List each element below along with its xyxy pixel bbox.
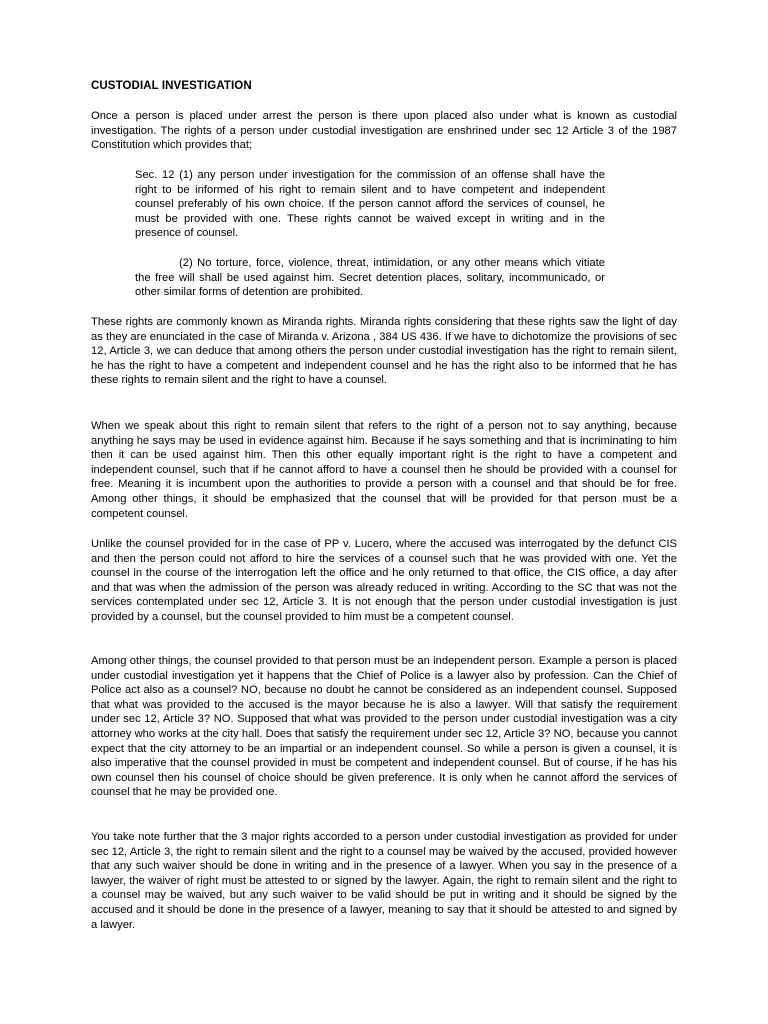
paragraph-miranda-rights: These rights are commonly known as Miranda rights. Miranda rights considering that these rights saw the light of day as they are enunciated in the case of Miranda v. Arizona , 384 US 436. If we have to dichotomize the provisions of sec 12, Article 3, we can deduce that among others the person under custodial investigation has the right to remain silent, he has the right to have a competent and independent counsel and he has the right also to be informed that he has these rights to remain silent and the right to have a counsel. [91,316,677,387]
document-title: CUSTODIAL INVESTIGATION [91,80,252,92]
quote-section-12-2: (2) No torture, force, violence, threat, intimidation, or any other means which vitiate the free will shall be used against him. Secret detention places, solitary, incommunicado, or other similar forms of detention are prohibited. [135,257,605,299]
quote-section-12-1: Sec. 12 (1) any person under investigation for the commission of an offense shall have the right to be informed of his right to remain silent and to have competent and independent counsel preferably of his own choice. If the person cannot afford the services of counsel, he must be provided with one. These rights cannot be waived except in writing and in the presence of counsel. [135,169,605,240]
intro-paragraph: Once a person is placed under arrest the person is there upon placed also under what is known as custodial investigation. The rights of a person under custodial investigation are enshrined under sec 12 Article 3 of the 1987 Constitution which provides that; [91,110,677,152]
paragraph-right-to-remain-silent: When we speak about this right to remain silent that refers to the right of a person not to say anything, because anything he says may be used in evidence against him. Because if he says something and that is incriminating to him then it can be used against him. Then this other equally important right is the right to have a competent and independent counsel, such that if he cannot afford to have a counsel then he should be provided with a counsel for free. Meaning it is incumbent upon the authorities to provide a person with a counsel and that should be for free. Among other things, it should be emphasized that the counsel that will be provided for that person must be a competent counsel. [91,420,677,520]
paragraph-waiver-of-rights: You take note further that the 3 major rights accorded to a person under custodial investigation as provided for under sec 12, Article 3, the right to remain silent and the right to a counsel may be waived by the accused, provided however that any such waiver should be done in writing and in the presence of a lawyer. When you say in the presence of a lawyer, the waiver of right must be attested to or signed by the lawyer. Again, the right to remain silent and the right to a counsel may be waived, but any such waiver to be valid should be put in writing and it should be signed by the accused and it should be done in the presence of a lawyer, meaning to say that it should be attested to and signed by a lawyer. [91,831,677,931]
paragraph-pp-v-lucero: Unlike the counsel provided for in the case of PP v. Lucero, where the accused was interrogated by the defunct CIS and then the person could not afford to hire the services of a counsel such that he was provided with one. Yet the counsel in the course of the interrogation left the office and he only returned to that office, the CIS office, a day after and that was when the admission of the person was already reduced in writing. According to the SC that was not the services contemplated under sec 12, Article 3. It is not enough that the person under custodial investigation is just provided by a counsel, but the counsel provided to him must be a competent counsel. [91,538,677,623]
paragraph-independent-counsel: Among other things, the counsel provided to that person must be an independent person. Example a person is placed under custodial investigation yet it happens that the Chief of Police is a lawyer also by profession. Can the Chief of Police act also as a counsel? NO, because no doubt he cannot be considered as an independent counsel. Supposed that what was provided to the accused is the mayor because he is also a lawyer. Will that satisfy the requirement under sec 12, Article 3? NO. Supposed that what was provided to the person under custodial investigation was a city attorney who works at the city hall. Does that satisfy the requirement under sec 12, Article 3? NO, because you cannot expect that the city attorney to be an impartial or an independent counsel. So while a person is given a counsel, it is also imperative that the counsel provided in must be competent and independent counsel. But of course, if he has his own counsel then his counsel of choice should be given preference. It is only when he cannot afford the services of counsel that he may be provided one. [91,655,677,799]
